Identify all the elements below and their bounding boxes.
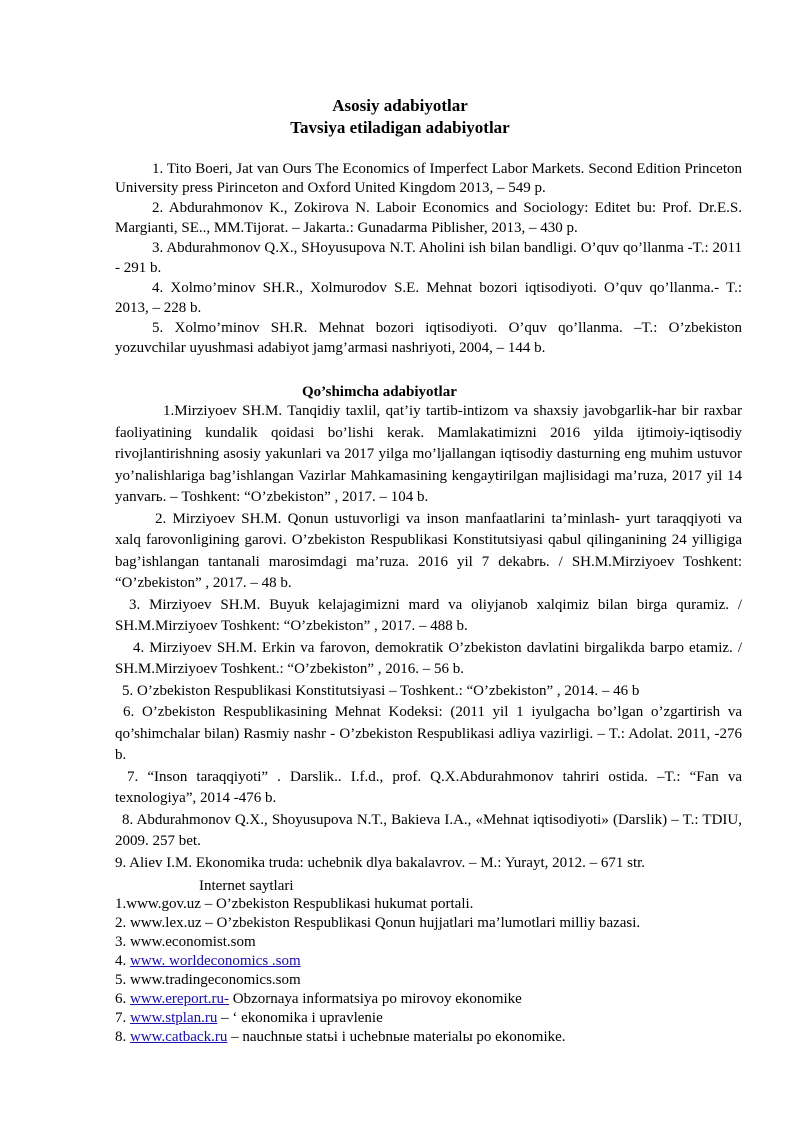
list-item: 2. Mirziyoev SH.M. Qonun ustuvorligi va inson manfaatlarini ta’minlash- yurt taraqqiyoti va xalq farovonligining garovi. O’zbekiston Respublikasi Konstitutsiyasi qabul qilinganining 24 yilligiga bag’ishlangan tantanali marosimdagi ma’ruza. 2016 yil 7 dekabrь. / SH.M.Mirziyoev Toshkent: “O’zbekiston” , 2017. – 48 b. [115, 510, 742, 591]
site-item [115, 1028, 755, 1047]
site-item [115, 952, 755, 971]
list-item: 8. Abdurahmonov Q.X., Shoyusupova N.T., Bakieva I.A., «Mehnat iqtisodiyoti» (Darslik) – T.: TDIU, 2009. 257 bet. [115, 811, 742, 849]
additional-literature-list [115, 401, 742, 874]
site-number: 7. [115, 1010, 130, 1026]
list-item: 5. Xolmo’minov SH.R. Mehnat bozori iqtisodiyoti. O’quv qo’llanma. –T.: O’zbekiston yozuvchilar uyushmasi adabiyot jamg’armasi nashriyoti, 2004, – 144 b. [115, 320, 742, 356]
recommended-literature-heading: Tavsiya etiladigan adabiyotlar [290, 118, 510, 137]
list-item: 4. Mirziyoev SH.M. Erkin va farovon, demokratik O’zbekiston davlatini birgalikda barpo etamiz. / SH.M.Mirziyoev Toshkent.: “O’zbekiston” , 2016. – 56 b. [115, 639, 742, 677]
site-description: – nauchnыe statьi i uchebnыe materialы po ekonomike. [227, 1029, 566, 1045]
site-item [115, 971, 755, 990]
site-item [115, 1009, 755, 1028]
site-number: 6. [115, 991, 130, 1007]
main-literature-heading: Asosiy adabiyotlar [332, 96, 468, 115]
list-item: 4. Xolmo’minov SH.R., Xolmurodov S.E. Mehnat bozori iqtisodiyoti. O’quv qo’llanma.- T.: 2013, – 228 b. [115, 280, 742, 316]
site-description: Obzornaya informatsiya po mirovoy ekonomike [229, 991, 522, 1007]
list-item: 1. Tito Boeri, Jat van Ours The Economics of Imperfect Labor Markets. Second Edition Princeton University press Pirinceton and Oxford United Kingdom 2013, – 549 p. [115, 161, 742, 196]
site-text: 1.www.gov.uz – O’zbekiston Respublikasi hukumat portali. [115, 896, 474, 912]
site-item [115, 914, 755, 933]
site-number: 4. [115, 953, 130, 969]
list-item: 2. Abdurahmonov K., Zokirova N. Laboir Economics and Sociology: Editet bu: Prof. Dr.E.S. Margianti, SE.., MM.Tijorat. – Jakarta.: Gunadarma Piblisher, 2013, – 430 p. [115, 200, 742, 236]
main-literature-list [115, 160, 742, 358]
list-item: 3. Mirziyoev SH.M. Buyuk kelajagimizni mard va oliyjanob xalqimiz bilan birga quramiz. / SH.M.Mirziyoev Toshkent: “O’zbekiston” , 2017. – 488 b. [115, 596, 742, 634]
site-item [115, 933, 755, 952]
list-item: 1.Mirziyoev SH.M. Tanqidiy taxlil, qat’iy tartib-intizom va shaxsiy javobgarlik-har bir raxbar faoliyatining kundalik qoidasi bo’lishi kerak. Mamlakatimizni 2016 yilda ijtimoiy-iqtisodiy rivojlantirishning asosiy yakunlari va 2017 yilga mo’ljallangan iqtisodiy dasturning eng muhim ustuvor yo’nalishlariga bag’ishlangan Vazirlar Mahkamasining kengaytirilgan majlisidagi ma’ruza, 2017 yil 14 yanvarь. – Toshkent: “O’zbekiston” , 2017. – 104 b. [115, 403, 742, 505]
worldeconomics-link[interactable]: www. worldeconomics .som [130, 953, 301, 969]
site-item [115, 895, 755, 914]
internet-sites-list [115, 895, 755, 1047]
additional-literature-heading: Qo’shimcha adabiyotlar [302, 384, 457, 400]
site-description: – ‘ ekonomika i upravlenie [217, 1010, 383, 1026]
list-item: 6. O’zbekiston Respublikasining Mehnat Kodeksi: (2011 yil 1 iyulgacha bo’lgan o’zgartirish va qo’shimchalar bilan) Rasmiy nashr - O’zbekiston Respublikasi adliya vazirligi. – T.: Adolat. 2011, -276 b. [115, 704, 742, 763]
list-item: 7. “Inson taraqqiyoti” . Darslik.. I.f.d., prof. Q.X.Abdurahmonov tahriri ostida. –T.: “Fan va texnologiya”, 2014 -476 b. [115, 768, 742, 806]
stplan-link[interactable]: www.stplan.ru [130, 1010, 218, 1026]
ereport-link[interactable]: www.ereport.ru- [130, 991, 229, 1007]
site-text: 2. www.lex.uz – O’zbekiston Respublikasi Qonun hujjatlari ma’lumotlari milliy bazasi. [115, 915, 641, 931]
internet-sites-heading: Internet saytlari [199, 878, 294, 894]
site-item [115, 990, 755, 1009]
site-text: 3. www.economist.som [115, 934, 256, 950]
site-number: 8. [115, 1029, 130, 1045]
catback-link[interactable]: www.catback.ru [130, 1029, 228, 1045]
list-item: 3. Abdurahmonov Q.X., SHoyusupova N.T. Aholini ish bilan bandligi. O’quv qo’llanma -T.: 2011 - 291 b. [115, 240, 742, 276]
list-item: 5. O’zbekiston Respublikasi Konstitutsiyasi – Toshkent.: “O’zbekiston” , 2014. – 46 b [122, 682, 640, 699]
list-item: 9. Aliev I.M. Ekonomika truda: uchebnik dlya bakalavrov. – M.: Yurayt, 2012. – 671 str. [115, 854, 646, 871]
site-text: 5. www.tradingeconomics.som [115, 972, 301, 988]
